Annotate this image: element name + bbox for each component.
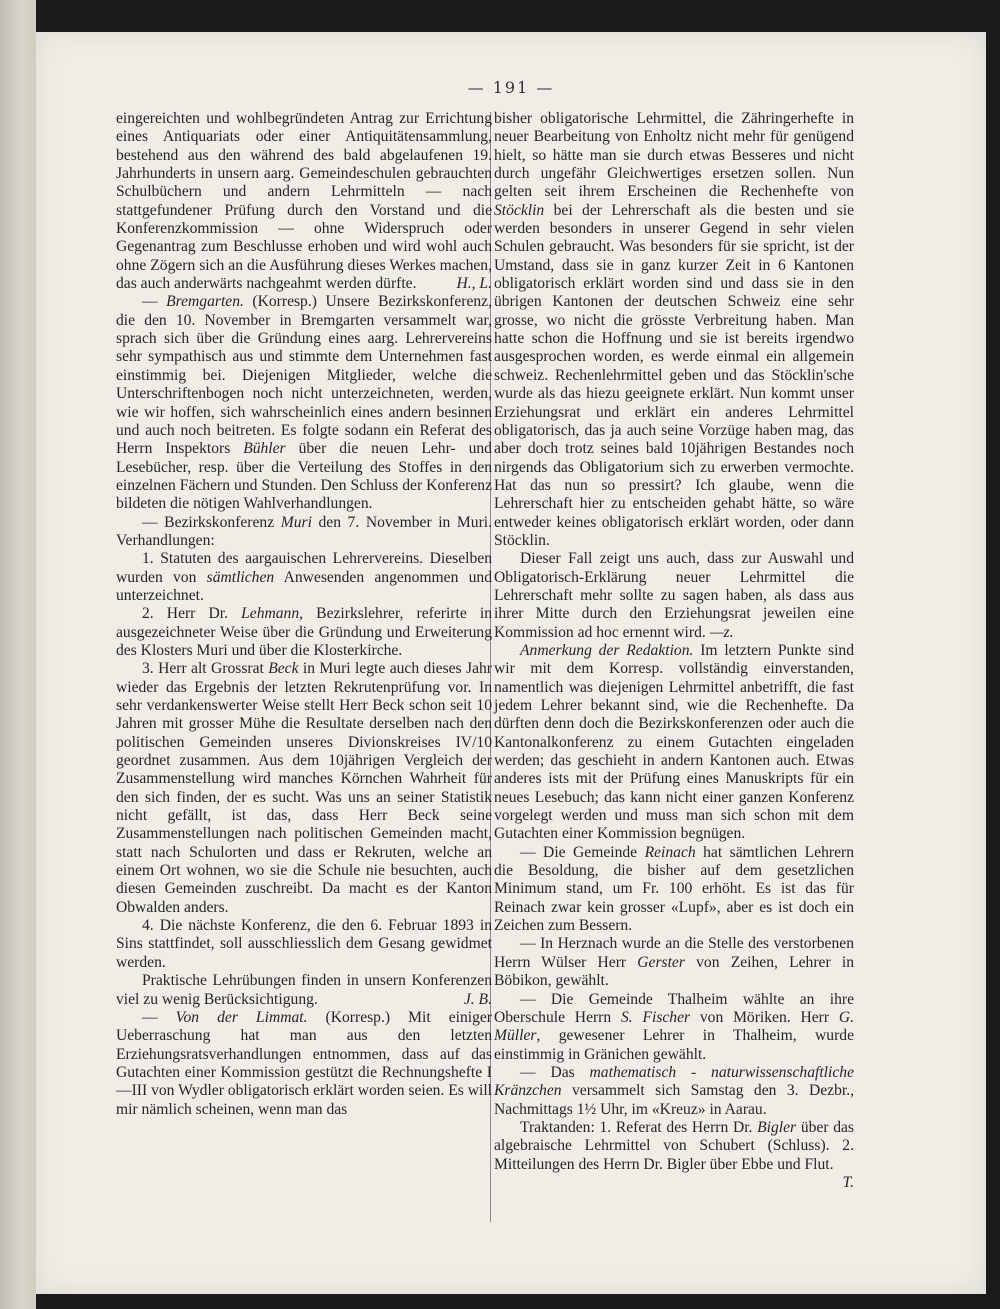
name-beck: Beck [268,660,299,678]
paragraph-kraenzchen: — Das mathematisch - naturwissenschaftliche Kränzchen versammelt sich Samstag den 3. Dezbr., Nachmittags 1½ Uhr, im «Kreuz» in Aarau. [494,1063,854,1118]
name-bigler: Bigler [757,1118,797,1136]
place-limmat: Von der Limmat. [175,1008,308,1026]
paragraph-lehruebungen: Praktische Lehrübungen finden in unsern Konferenzen viel zu wenig Berücksichtigung. J. B. [116,972,492,1008]
name-fischer: S. Fischer [620,1008,691,1026]
paragraph-limmat: — Von der Limmat. (Korresp.) Mit einiger Ueberraschung hat man aus den letzten Erziehungsratsverhandlungen entnommen, dass auf das Gutachten einer Kommission gestützt die Rechnungshefte I—III von Wydler obligatorisch erklärt worden seien. Es will mir nämlich scheinen, wenn man das [116,1008,492,1118]
place-bremgarten: Bremgarten. [166,293,244,311]
name-stoecklin: Stöcklin [494,201,545,219]
place-muri: Muri [280,513,312,531]
name-lehmann: Lehmann [241,605,300,623]
list-item-statuten: 1. Statuten des aargauischen Lehrervereins. Dieselben wurden von sämtlichen Anwesenden angenommen und unterzeichnet. [116,550,492,604]
paragraph-antiquariat: eingereichten und wohlbegründeten Antrag zur Errichtung eines Antiquariats oder einer Antiquitätensammlung, bestehend aus den während des bald abgelaufenen 19. Jahrhunderts in unsern aarg. Gemeindeschulen gebrauchten Schulbüchern und andern Lehrmitteln — nach stattgefundener Prüfung durch den Vorstand und die Konferenzkommission — ohne Widerspruch oder Gegenantrag zum Beschlusse erhoben und wird wohl auch ohne Zögern sich an die Ausführung dieses Werkes machen, das auch anderwärts nachgeahmt werden dürfte. H., L. [116,110,492,293]
name-buehler: Bühler [243,440,286,458]
name-gerster: Gerster [637,953,685,971]
paragraph-herznach: — In Herznach wurde an die Stelle des verstorbenen Herrn Wülser Herr Gerster von Zeihen, Lehrer in Böbikon, gewählt. [494,935,854,990]
paragraph-lehrmittel: bisher obligatorische Lehrmittel, die Zähringerhefte in neuer Bearbeitung von Enholtz nicht mehr für genügend hielt, so hätte man sie durch etwas Besseres und nicht durch ungefähr Gleichwertiges ersetzen sollen. Nun gelten seit ihrem Erscheinen die Rechenhefte von Stöcklin bei der Lehrerschaft als die besten und sie werden besonders in unserer Gegend in sehr vielen Schulen gebraucht. Was besonders für sie spricht, ist der Umstand, dass sie in ganz kurzer Zeit in 6 Kantonen obligatorisch erklärt worden sind und dass sie in den übrigen Kantonen der deutschen Schweiz eine sehr grosse, wo nicht die grösste Verbreitung haben. Man hatte schon die Hoffnung und sie ist bereits irgendwo ausgesprochen worden, es werde einmal ein allgemein schweiz. Rechenlehrmittel geben und das Stöcklin'sche wurde als das hiezu geeignete erklärt. Nun kommt unser Erziehungsrat und erklärt ein anderes Lehrmittel obligatorisch, das ja auch seine Vorzüge haben mag, das aber doch trotz seines bald 10jährigen Bestandes noch nirgends das Obligatorium sich zu erwerben vermochte. Hat das nun so pressirt? Ich glaube, wenn die Lehrerschaft hier zu entscheiden gehabt hätte, so wäre entweder keines obligatorisch erklärt worden, oder dann Stöcklin. [494,110,854,549]
place-reinach: Reinach [644,843,696,861]
page-sheet [36,32,986,1294]
paragraph-anmerkung: Anmerkung der Redaktion. Im letztern Punkte sind wir mit dem Korresp. vollständig einverstanden, namentlich was diejenigen Lehrmittel anbetrifft, die fast jedem Lehrer bekannt sind, wie die Rechenhefte. Da dürften denn doch die Bezirkskonferenzen oder auch die Kantonalkonferenz zu einem Gutachten eingeladen werden; das geschieht in andern Kantonen auch. Etwas anderes ists mit der Prüfung eines Manuskripts für ein neues Lesebuch; das kann nicht einer ganzen Konferenz vorgelegt werden und muss man sich schon mit dem Gutachten einer Kommission begnügen. [494,641,854,843]
list-item-konferenz: 4. Die nächste Konferenz, die den 6. Februar 1893 in Sins stattfindet, soll ausschliesslich dem Gesang gewidmet werden. [116,917,492,971]
paragraph-auswahl: Dieser Fall zeigt uns auch, dass zur Auswahl und Obligatorisch-Erklärung neuer Lehrmittel die Lehrerschaft mehr sollte zu sagen haben, als dass aus ihrer Mitte durch den Erziehungsrat jeweilen eine Kommission ad hoc ernennt wird. —z. [494,550,854,641]
right-column [494,110,854,1192]
signature-t: T. [842,1173,854,1191]
signature-jb: J. B. [463,990,492,1008]
signature-z: —z. [709,623,734,641]
scan-margin [0,0,36,1309]
left-column [116,110,492,1119]
paragraph-bremgarten: — Bremgarten. (Korresp.) Unsere Bezirkskonferenz, die den 10. November in Bremgarten versammelt war, sprach sich über die Gründung eines aarg. Lehrervereins sehr sympathisch aus und stimmte dem Unternehmen fast einstimmig bei. Diejenigen Mitglieder, welche die Unterschriftenbogen noch nicht unterzeichneten, werden, wie wir hoffen, sich wahrscheinlich eines andern besinnen und auch noch beitreten. Es folgte sodann ein Referat des Herrn Inspektors Bühler über die neuen Lehr- und Lesebücher, resp. über die Verteilung des Stoffes in den einzelnen Fächern und Stunden. Den Schluss der Konferenz bildeten die nötigen Wahlverhandlungen. [116,293,492,513]
paragraph-thalheim: — Die Gemeinde Thalheim wählte an ihre Oberschule Herrn S. Fischer von Möriken. Herr G. Müller, gewesener Lehrer in Thalheim, wurde einstimmig in Gränichen gewählt. [494,990,854,1063]
list-item-lehmann: 2. Herr Dr. Lehmann, Bezirkslehrer, referirte in ausgezeichneter Weise über die Gründung und Erweiterung des Klosters Muri und über die Klosterkirche. [116,605,492,659]
list-item-beck: 3. Herr alt Grossrat Beck in Muri legte auch dieses Jahr wieder das Ergebnis der letzten Rekrutenprüfung vor. In sehr verdankenswerter Weise stellt Herr Beck schon seit 10 Jahren mit grosser Mühe die Resultate derselben nach den politischen Gemeinden unseres Divionskreises IV/10 geordnet zusammen. Aus dem 10jährigen Vergleich der Zusammenstellung wird manches Körnchen Wahrheit für den sich finden, der es sucht. Was uns an seiner Statistik nicht gefällt, ist das, dass Herr Beck seine Zusammenstellungen nach politischen Gemeinden macht, statt nach Schulorten und dass er Rekruten, welche an einem Ort wohnen, wo sie die Schule nie besuchten, auch diesen Gemeinden zuschreibt. Da macht es der Kanton Obwalden anders. [116,660,492,916]
paragraph-traktanden: Traktanden: 1. Referat des Herrn Dr. Bigler über das algebraische Lehrmittel von Schubert (Schluss). 2. Mitteilungen des Herrn Dr. Bigler über Ebbe und Flut. T. [494,1118,854,1191]
signature-hl: H., L. [456,275,492,293]
page-number: — 191 — [467,78,555,97]
anmerkung-label: Anmerkung der Redaktion. [520,641,694,659]
name-mueller: G. Müller [494,1008,854,1045]
paragraph-reinach: — Die Gemeinde Reinach hat sämtlichen Lehrern die Besoldung, die bisher auf dem gesetzlichen Minimum stand, um Fr. 100 erhöht. Es ist das für Reinach zwar kein grosser «Lupf», aber es ist doch ein Zeichen zum Bessern. [494,843,854,935]
paragraph-muri-intro: — Bezirkskonferenz Muri den 7. November in Muri. Verhandlungen: [116,513,492,549]
kraenzchen-name: mathematisch - naturwissenschaftliche Kränzchen [494,1063,854,1100]
